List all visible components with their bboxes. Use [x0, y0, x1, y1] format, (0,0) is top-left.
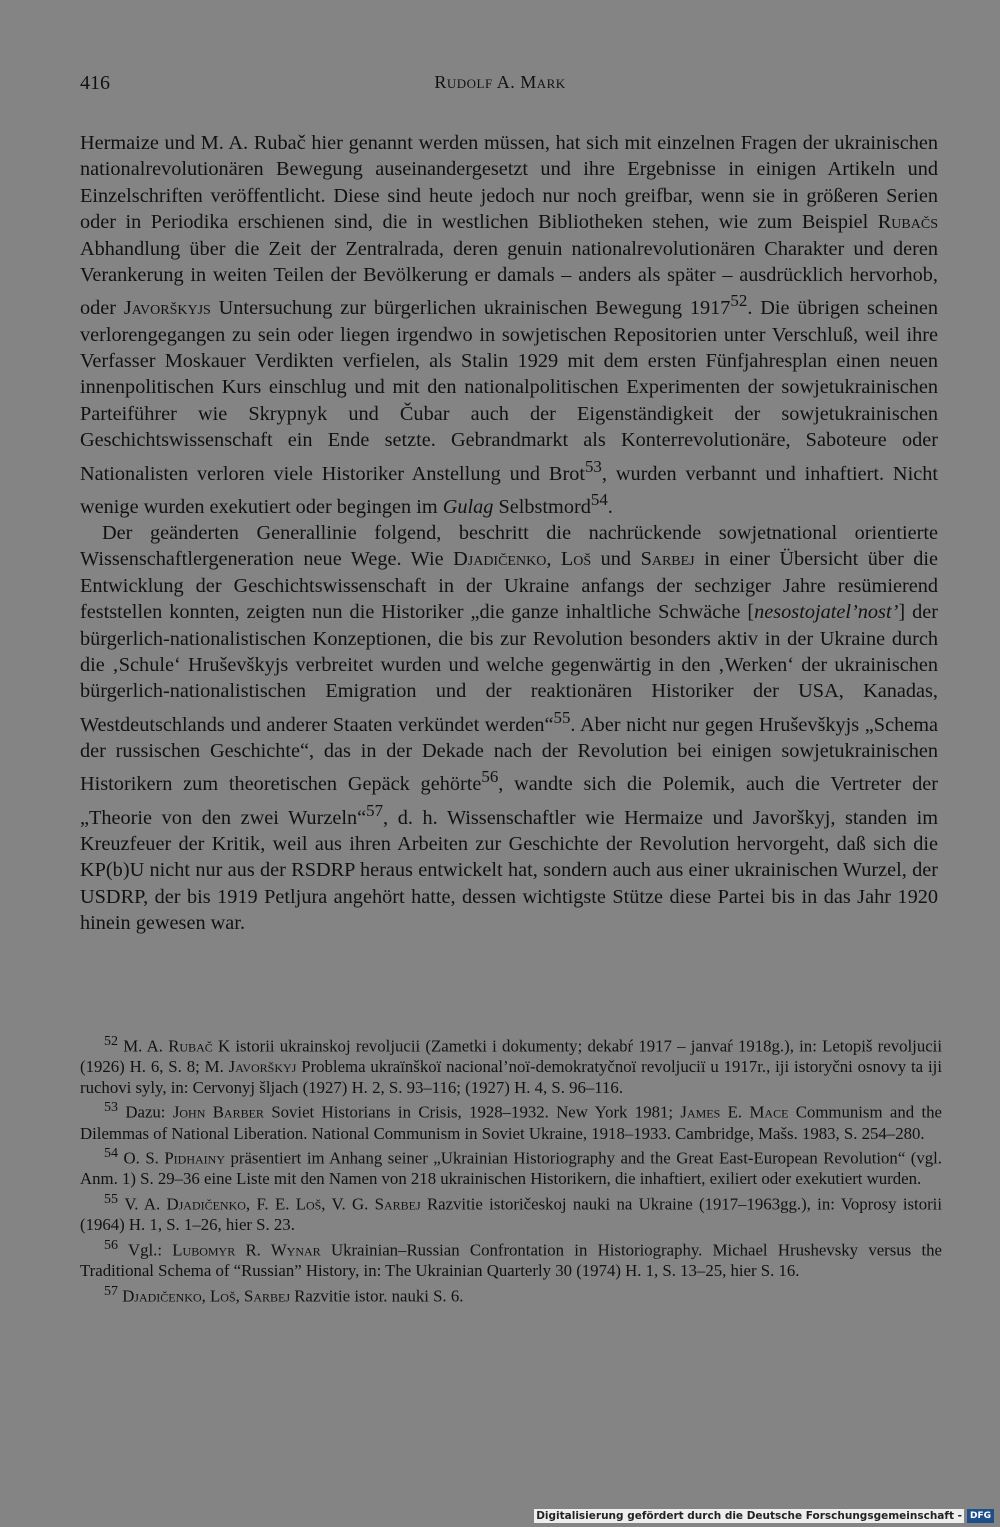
emphasis: nesostojatel’nost’	[754, 601, 899, 624]
footnotes	[80, 1032, 942, 1307]
footnote-reference: 55	[553, 707, 571, 727]
author-name: John Barber	[172, 1102, 264, 1122]
footnote-number: 57	[104, 1283, 118, 1299]
paragraph-2: Der geänderten Generallinie folgend, beschritt die nachrückende sowjetnational orientierte Wissenschaftlergeneration neue Wege. Wie Djadičenko, Loš und Sarbej in einer Übersicht über die Entwicklung der Geschichtswissenschaft in der Ukraine anfangs der sechziger Jahre resümierend feststellen konnten, zeigten nun die Historiker „die ganze inhaltliche Schwäche [nesostojatel’nost’] der bürgerlich-nationalistischen Konzeptionen, die bis zur Revolution besonders aktiv in der Ukraine durch die ‚Schule‘ Hruševškyjs verbreitet wurden und welche gegenwärtig in den ‚Werken‘ der ukrainischen bürgerlich-nationalistischen Emigration und der reaktionären Historiker der USA, Kanadas, Westdeutschlands und anderer Staaten verkündet werden“$^{55}$. Aber nicht nur gegen Hruševškyjs „Schema der russischen Geschichte“, das in der Dekade nach der Revolution bei einigen sowjetukrainischen Historikern zum theoretischen Gepäck gehörte$^{56}$, wandte sich die Polemik, auch die Vertreter der „Theorie von den zwei Wurzeln“$^{57}$, d. h. Wissenschaftler wie Hermaize und Javorškyj, standen im Kreuzfeuer der Kritik, weil aus ihren Arbeiten zur Geschichte der Revolution hervorgeht, daß sich die KP(b)U nicht nur aus der RSDRP heraus entwickelt hat, sondern auch aus einer ukrainischen Wurzel, der USDRP, der bis 1919 Petljura angehört hatte, dessen wichtigste Stütze diese Partei bis in das Jahr 1920 hinein gewesen war.	[80, 521, 939, 934]
author-name: Rubačs	[877, 211, 938, 234]
footnote-56: $^{56}$ Vgl.: Lubomyr R. Wynar Ukrainian–Russian Confrontation in Historiography. Michael Hrushevsky versus the Traditional Schema of “Russian” History, in: The Ukrainian Quarterly 30 (1974) H. 1, S. 13–25, hier S. 16.	[80, 1237, 942, 1280]
author-name: Loš	[560, 548, 592, 571]
running-head: Rudolf A. Mark	[434, 72, 566, 92]
footnote-reference: 53	[584, 456, 602, 476]
footnote-number: 56	[104, 1237, 118, 1253]
footnote-57: $^{57}$ Djadičenko, Loš, Sarbej Razvitie istor. nauki S. 6.	[104, 1283, 464, 1306]
footnote-reference: 52	[730, 291, 748, 311]
page-number: 416	[80, 72, 110, 94]
author-name: Javorškyjs	[123, 297, 211, 320]
author-name: James E. Mace	[680, 1102, 789, 1122]
footnote-reference: 56	[481, 767, 499, 787]
paragraph-1: Hermaize und M. A. Rubač hier genannt werden müssen, hat sich mit einzelnen Fragen der ukrainischen nationalrevolutionären Bewegung auseinandergesetzt und ihre Ergebnisse in einigen Artikeln und Einzelschriften veröffentlicht. Diese sind heute jedoch nur noch greifbar, wenn sie in größeren Serien oder in Periodika erschienen sind, die in westlichen Bibliotheken stehen, wie zum Beispiel Rubačs Abhandlung über die Zeit der Zentralrada, deren genuin nationalrevolutionären Charakter und deren Verankerung in weiten Teilen der Bevölkerung er damals – anders als später – ausdrücklich hervorhob, oder Javorškyjs Untersuchung zur bürgerlichen ukrainischen Bewegung 1917$^{52}$. Die übrigen scheinen verlorengegangen zu sein oder liegen irgendwo in sowjetischen Repositorien unter Verschluß, weil ihre Verfasser Moskauer Verdikten verfielen, als Stalin 1929 mit dem ersten Fünfjahresplan einen neuen innenpolitischen Kurs einschlug und mit den nationalpolitischen Experimenten der sowjetukrainischen Parteiführer wie Skrypnyk und Čubar auch der Eigenständigkeit der sowjetukrainischen Geschichtswissenschaft ein Ende setzte. Gebrandmarkt als Konterrevolutionäre, Saboteure oder Nationalisten verloren viele Historiker Anstellung und Brot$^{53}$, wurden verbannt und inhaftiert. Nicht wenige wurden exekutiert oder begingen im Gulag Selbstmord$^{54}$.	[80, 132, 938, 518]
footnote-reference: 54	[590, 489, 608, 509]
author-name: Djadičenko, Loš, Sarbej	[122, 1286, 291, 1306]
footnote-53: $^{53}$ Dazu: John Barber Soviet Historians in Crisis, 1928–1932. New York 1981; James E. Mace Communism and the Dilemmas of National Liberation. National Communism in Soviet Ukraine, 1918–1933. Cambridge, Mašs. 1983, S. 254–280.	[80, 1100, 942, 1143]
author-name: Djadičenko	[453, 548, 547, 571]
footnote-54: $^{54}$ O. S. Pidhainy präsentiert im Anhang seiner „Ukrainian Historiography and the Great East-European Revolution“ (vgl. Anm. 1) S. 29–36 eine Liste mit den Namen von 218 ukrainischen Historikern, die inhaftiert, exiliert oder exekutiert wurden.	[80, 1146, 943, 1189]
author-name: O. S. Pidhainy	[123, 1148, 225, 1168]
digitization-credit	[534, 1508, 994, 1524]
footnote-reference: 57	[366, 800, 384, 820]
author-name: Lubomyr R. Wynar	[172, 1240, 321, 1260]
author-name: Javorškyj	[228, 1057, 297, 1077]
footnote-55: $^{55}$ V. A. Djadičenko, F. E. Loš, V. G. Sarbej Razvitie istoričeskoj nauki na Ukraine (1917–1963gg.), in: Voprosy istorii (1964) H. 1, S. 1–26, hier S. 23.	[80, 1191, 943, 1235]
footnote-number: 54	[104, 1146, 118, 1162]
footnote-number: 55	[104, 1191, 118, 1207]
footnote-52: $^{52}$ M. A. Rubač K istorii ukrainskoj revoljucii (Zametki i dokumenty; dekabŕ 1917 – janvaŕ 1918g.), in: Letopiš revoljucii (1926) H. 6, S. 8; M. Javorškyj Problema ukraïnškoï nacional’noï-demokratyčnoï revoljuciï u 1917r., iji istoryčni osnovy ta iji ruchovi syly, in: Cervonyj šljach (1927) H. 2, S. 93–116; (1927) H. 4, S. 96–116.	[80, 1034, 942, 1097]
dfg-logo-icon: DFG	[967, 1509, 994, 1523]
emphasis: Gulag	[442, 495, 494, 518]
footnote-number: 53	[104, 1100, 118, 1116]
author-name: V. A. Djadičenko, F. E. Loš, V. G. Sarbej	[124, 1194, 421, 1214]
body-text	[80, 130, 938, 936]
author-name: Sarbej	[640, 548, 695, 571]
author-name: M. A. Rubač	[123, 1036, 213, 1056]
page-header	[0, 72, 1000, 102]
footnote-number: 52	[104, 1034, 118, 1049]
credit-text: Digitalisierung gefördert durch die Deutsche Forschungsgemeinschaft -	[536, 1510, 962, 1522]
